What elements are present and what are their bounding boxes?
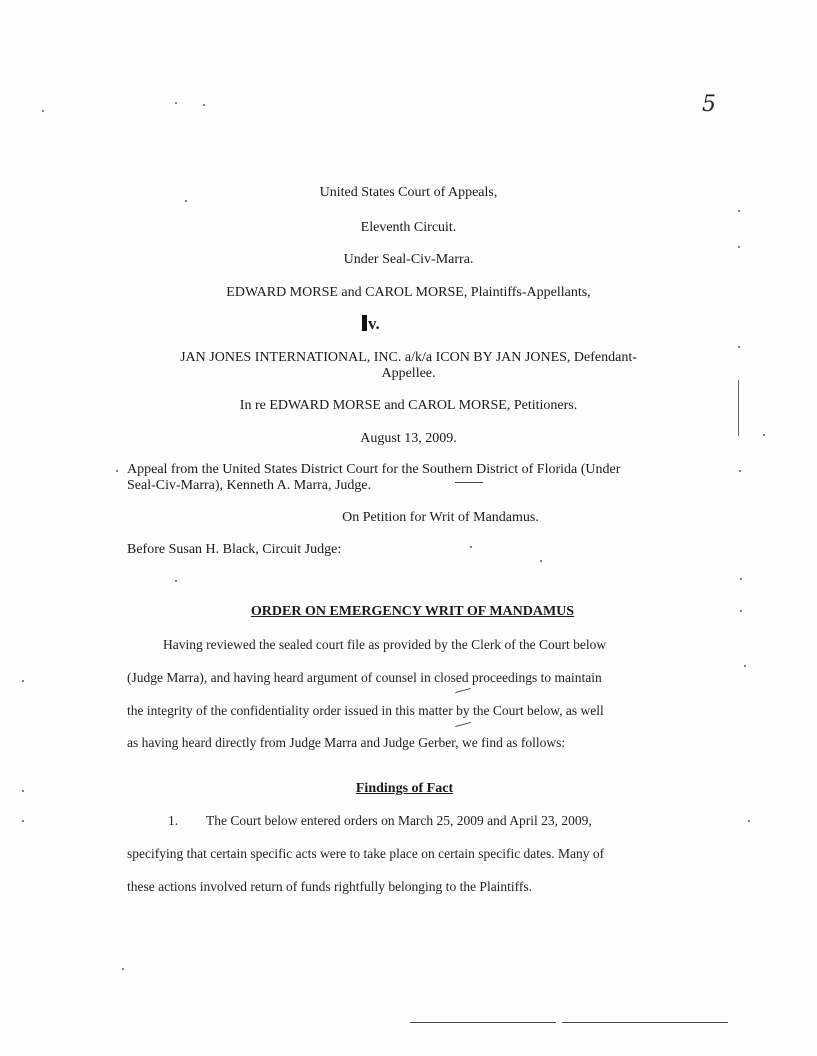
scan-speck [175,580,177,582]
scan-speck [763,434,765,436]
seal-designation: Under Seal-Civ-Marra. [343,252,474,267]
scan-streak [738,380,739,436]
finding-1-line-1: The Court below entered orders on March 25, 2009 and April 23, 2009, [206,813,592,828]
scan-speck [738,346,740,348]
ink-blot [362,315,367,331]
finding-number: 1. [168,813,179,828]
bottom-rule-left [410,1022,556,1023]
scan-dash [455,688,471,693]
before-line: Before Susan H. Black, Circuit Judge: [127,542,342,557]
scan-speck [42,110,44,112]
scan-speck [540,560,542,562]
scan-speck [740,578,742,580]
petition-line: On Petition for Writ of Mandamus. [342,510,539,525]
circuit-name: Eleventh Circuit. [360,220,457,235]
intro-line-2: (Judge Marra), and having heard argument of counsel in closed proceedings to maintain [127,670,602,685]
decision-date: August 13, 2009. [360,431,457,446]
bottom-rule-right [562,1022,728,1023]
scan-speck [740,610,742,612]
scan-speck [22,790,24,792]
court-name: United States Court of Appeals, [319,185,498,200]
scan-speck [185,200,187,202]
scan-speck [738,210,740,212]
in-re-line: In re EDWARD MORSE and CAROL MORSE, Petitioners. [239,398,578,413]
scan-dash [455,722,471,727]
scan-speck [748,820,750,822]
finding-1-line-2: specifying that certain specific acts were to take place on certain specific dates. Many of [127,846,605,861]
findings-title: Findings of Fact [355,781,454,796]
scan-speck [175,102,177,104]
scan-speck [738,246,740,248]
scan-speck [470,546,472,548]
scan-speck [22,680,24,682]
scan-speck [203,104,205,106]
scan-speck [744,665,746,667]
intro-line-4: as having heard directly from Judge Marra and Judge Gerber, we find as follows: [127,735,566,750]
scan-speck [739,470,741,472]
plaintiffs-line: EDWARD MORSE and CAROL MORSE, Plaintiffs-Appellants, [226,285,591,300]
defendant-line-2: Appellee. [381,366,436,381]
defendant-line-1: JAN JONES INTERNATIONAL, INC. a/k/a ICON BY JAN JONES, Defendant- [180,350,637,365]
page-number: 5 [702,92,716,117]
appeal-line-2: Seal-Civ-Marra), Kenneth A. Marra, Judge. [127,478,372,493]
scan-speck [22,820,24,822]
intro-line-3: the integrity of the confidentiality order issued in this matter by the Court below, as well [127,703,604,718]
versus-mark [362,314,380,334]
scan-speck [122,968,124,970]
scan-speck [116,470,118,472]
order-title: ORDER ON EMERGENCY WRIT OF MANDAMUS [250,604,575,619]
scan-dash [455,482,483,483]
versus-text: v. [368,314,380,333]
appeal-line-1: Appeal from the United States District Court for the Southern District of Florida (Under [127,462,621,477]
intro-line-1: Having reviewed the sealed court file as provided by the Clerk of the Court below [163,637,607,652]
finding-1-line-3: these actions involved return of funds rightfully belonging to the Plaintiffs. [127,879,533,894]
